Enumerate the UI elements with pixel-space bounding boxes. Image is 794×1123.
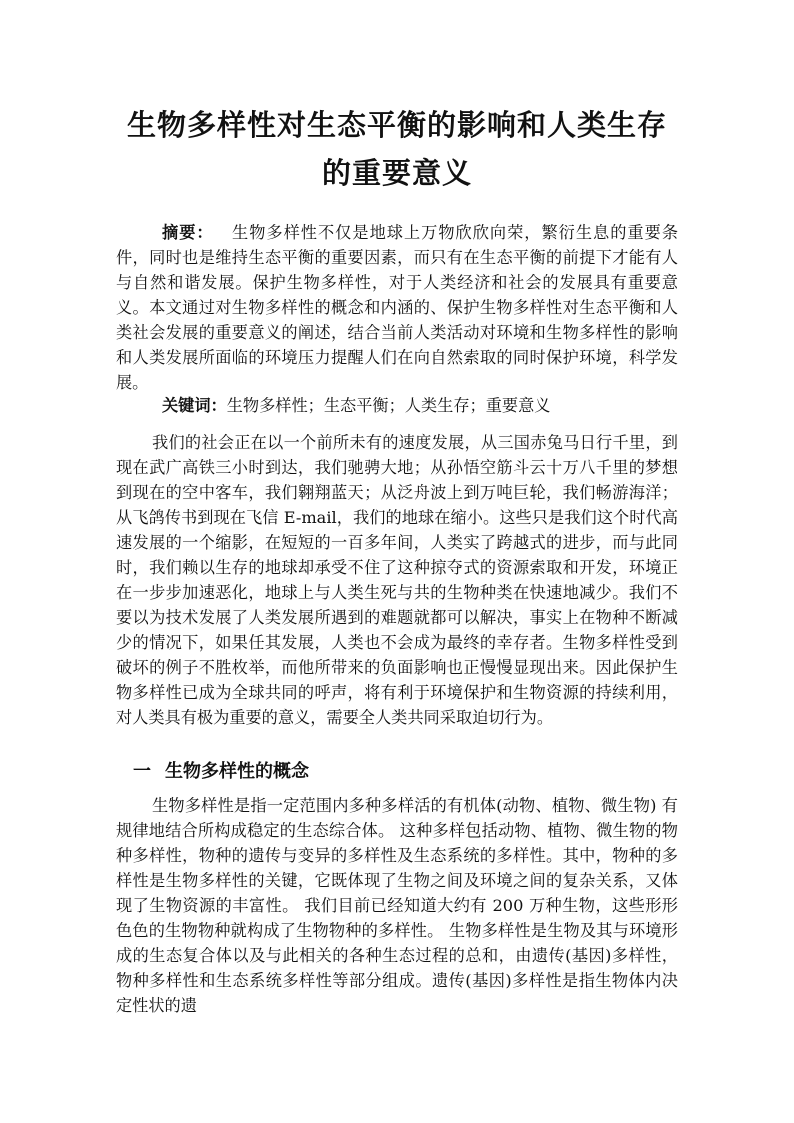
section-title: 生物多样性的概念	[165, 761, 309, 782]
abstract-label: 摘要：	[162, 223, 214, 242]
keywords-line	[162, 393, 682, 418]
section-number: 一	[133, 761, 151, 782]
section-paragraph: 生物多样性是指一定范围内多种多样活的有机体(动物、植物、微生物) 有规律地结合所构成稳定的生态综合体。 这种多样包括动物、植物、微生物的物种多样性，物种的遗传与变异的多样性及生态系统的多样性。其中，物种的多样性是生物多样性的关键，它既体现了生物之间及环境之间的复杂关系，又体现了生物资源的丰富性。 我们目前已经知道大约有 200 万种生物，这些形形色色的生物物种就构成了生物物种的多样性。 生物多样性是生物及其与环境形成的生态复合体以及与此相关的各种生态过程的总和，由遗传(基因)多样性，物种多样性和生态系统多样性等部分组成。遗传(基因)多样性是指生物体内决定性状的遗	[116, 796, 678, 1015]
document-title-line-1: 生物多样性对生态平衡的影响和人类生存	[126, 108, 667, 142]
keywords-label: 关键词：	[162, 396, 227, 415]
section-heading	[133, 757, 309, 783]
abstract-text: 生物多样性不仅是地球上万物欣欣向荣，繁衍生息的重要条件，同时也是维持生态平衡的重要因素，而只有在生态平衡的前提下才能有人与自然和谐发展。保护生物多样性，对于人类经济和社会的发展具有重要意义。本文通过对生物多样性的概念和内涵的、保护生物多样性对生态平衡和人类社会发展的重要意义的阐述，结合当前人类活动对环境和生物多样性的影响和人类发展所面临的环境压力提醒人们在向自然索取的同时保护环境，科学发展。	[116, 223, 679, 392]
keywords-text: 生物多样性；生态平衡；人类生存；重要意义	[226, 396, 551, 415]
abstract-paragraph	[116, 220, 678, 395]
intro-paragraph: 我们的社会正在以一个前所未有的速度发展，从三国赤兔马日行千里，到现在武广高铁三小时到达，我们驰骋大地；从孙悟空筋斗云十万八千里的梦想到现在的空中客车，我们翱翔蓝天；从泛舟波上到万吨巨轮，我们畅游海洋；从飞鸽传书到现在飞信 E-mail，我们的地球在缩小。这些只是我们这个时代高速发展的一个缩影，在短短的一百多年间，人类实了跨越式的进步，而与此同时，我们赖以生存的地球却承受不住了这种掠夺式的资源索取和开发，环境正在一步步加速恶化，地球上与人类生死与共的生物种类在快速地减少。我们不要以为技术发展了人类发展所遇到的难题就都可以解决，事实上在物种不断减少的情况下，如果任其发展，人类也不会成为最终的幸存者。生物多样性受到破坏的例子不胜枚举，而他所带来的负面影响也正慢慢显现出来。因此保护生物多样性已成为全球共同的呼声，将有利于环境保护和生物资源的持续利用，对人类具有极为重要的意义，需要全人类共同采取迫切行为。	[116, 433, 678, 727]
document-title-line-2: 的重要意义	[321, 156, 472, 190]
